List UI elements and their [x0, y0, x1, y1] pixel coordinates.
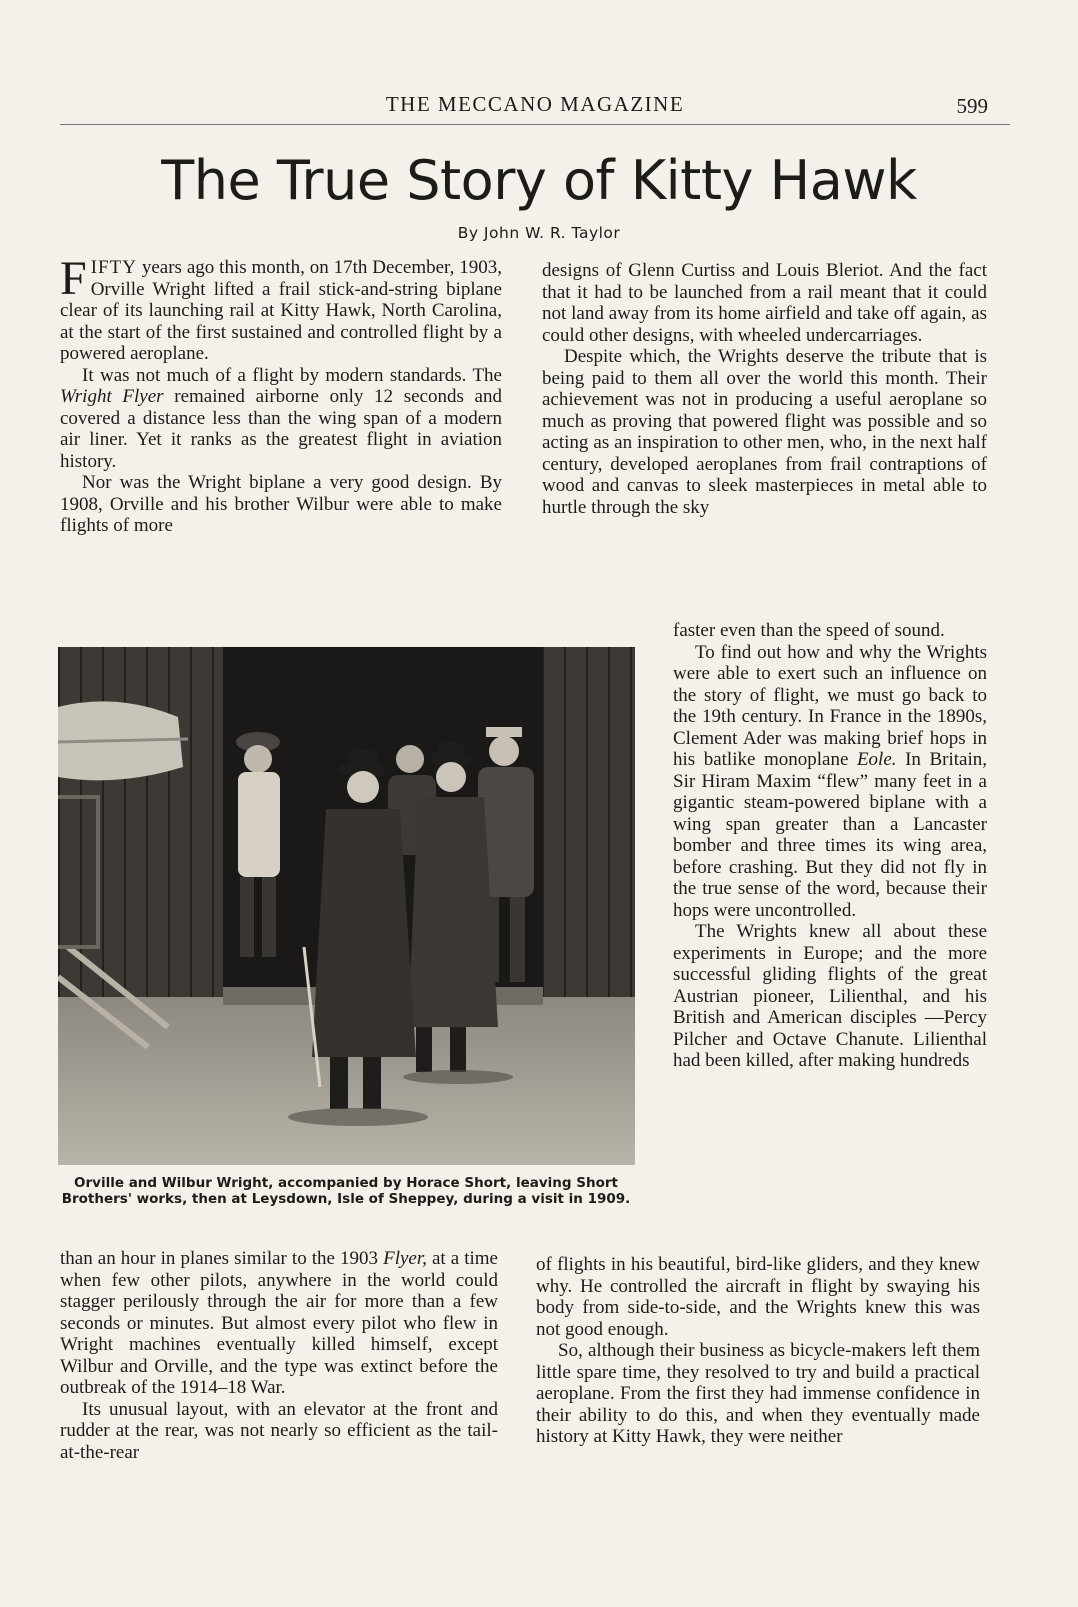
column-right-narrow — [673, 620, 987, 1072]
paragraph — [673, 642, 987, 922]
paragraph: Despite which, the Wrights deserve the tribute that is being paid to them all over the world this month. Their achievement was not in producing a useful aeroplane so much as proving that powered flight was possible and so acting as an inspiration to other men, who, in the next half century, developed aeroplanes from frail contraptions of wood and canvas to sleek masterpieces in metal able to hurtle through the sky — [542, 346, 987, 518]
paragraph — [60, 1248, 498, 1399]
photo-caption: Orville and Wilbur Wright, accompanied by Horace Short, leaving Short Brothers' works, then at Leysdown, Isle of Sheppey, during a visit in 1909. — [61, 1175, 631, 1207]
italic-text: Wright Flyer — [60, 386, 164, 407]
paragraph: The Wrights knew all about these experiments in Europe; and the more successful gliding flights of the great Austrian pioneer, Lilienthal, and his British and American disciples —Percy Pilcher and Octave Chanute. Lilienthal had been killed, after making hundreds — [673, 921, 987, 1071]
paragraph — [60, 252, 502, 365]
paragraph-text: years ago this month, on 17th December, 1903, Orville Wright lifted a frail stick-and-string biplane clear of its launching rail at Kitty Hawk, North Carolina, at the start of the first sustained and controlled flight by a powered aeroplane. — [60, 257, 502, 364]
paragraph-text: at a time when few other pilots, anywhere in the world could stagger perilously through the air for more than a few seconds or minutes. But almost every pilot who flew in Wright machines eventually killed himself, except Wilbur and Orville, and the type was extinct before the outbreak of the 1914–18 War. — [60, 1248, 498, 1398]
column-right-top — [542, 260, 987, 518]
running-header — [60, 88, 1010, 125]
paragraph: So, although their business as bicycle-makers left them little spare time, they resolved to try and build a practical aeroplane. From the first they had immense confidence in their ability to do this, and when they eventually made history at Kitty Hawk, they were neither — [536, 1340, 980, 1447]
paragraph: faster even than the speed of sound. — [673, 620, 945, 641]
italic-text: Eole. — [856, 749, 897, 770]
lead-in-caps: IFTY — [90, 257, 137, 278]
column-left-bottom — [60, 1248, 498, 1463]
byline: By John W. R. Taylor — [457, 224, 621, 242]
paragraph-text: To find out how and why the Wrights were able to exert such an influence on the story of flight, we must go back to the 19th century. In France in the 1890s, Clement Ader was making brief hops in his batlike monoplane — [673, 641, 987, 770]
article-title: The True Story of Kitty Hawk — [161, 149, 917, 212]
paragraph-text: remained airborne only 12 seconds and covered a distance less than the wing span of a modern air liner. Yet it ranks as the greatest flight in aviation history. — [60, 386, 502, 472]
drop-cap: F — [60, 252, 87, 305]
paragraph-text: than an hour in planes similar to the 1903 — [60, 1248, 384, 1269]
paragraph-text: In Britain, Sir Hiram Maxim “flew” many feet in a gigantic steam-powered biplane with a wing span greater than a Lancaster bomber and three times its wing area, before crashing. But they did not fly in the true sense of the word, because their hops were uncontrolled. — [673, 749, 987, 921]
page-number: 599 — [956, 94, 988, 118]
column-left-top — [60, 252, 502, 537]
column-right-bottom — [536, 1254, 980, 1448]
photograph-wright-brothers — [58, 647, 635, 1165]
paragraph — [60, 365, 502, 473]
magazine-title: THE MECCANO MAGAZINE — [385, 92, 685, 116]
paragraph-text: It was not much of a flight by modern standards. The — [82, 364, 502, 386]
paragraph: Its unusual layout, with an elevator at the front and rudder at the rear, was not nearly so efficient as the tail-at-the-rear — [60, 1398, 498, 1463]
italic-text: Flyer, — [383, 1248, 427, 1269]
paragraph: Nor was the Wright biplane a very good design. By 1908, Orville and his brother Wilbur were able to make flights of more — [60, 472, 502, 536]
paragraph: of flights in his beautiful, bird-like gliders, and they knew why. He controlled the aircraft in flight by swaying his body from side-to-side, and the Wrights knew this was not good enough. — [536, 1254, 980, 1340]
paragraph: designs of Glenn Curtiss and Louis Bleriot. And the fact that it had to be launched from a rail meant that it could not land away from its home airfield and take off again, as could other designs, with wheeled undercarriages. — [542, 260, 987, 346]
